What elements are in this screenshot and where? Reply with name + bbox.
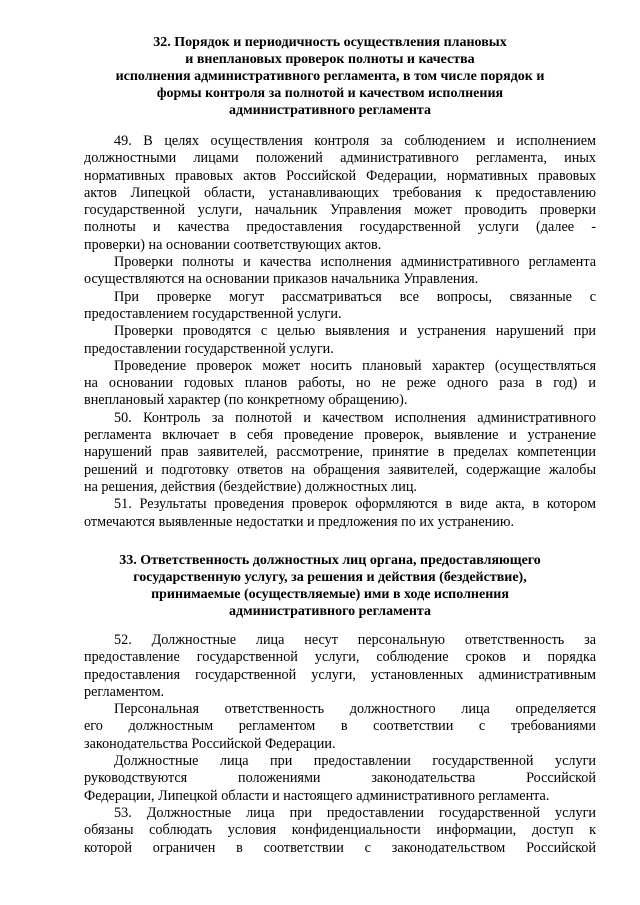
text-line: регламента включает в себя проведение проверок, выявление и устранение <box>84 427 596 444</box>
paragraph-inspection-types <box>84 358 596 410</box>
text-line: обязаны соблюдать условия конфиденциальности информации, доступ к <box>84 822 596 839</box>
paragraph-51 <box>84 496 596 531</box>
text-line: осуществляются на основании приказов начальника Управления. <box>84 271 479 288</box>
text-line: которой ограничен в соответствии с законодательством Российской <box>84 839 596 856</box>
paragraph-guidance <box>84 753 596 805</box>
heading-line: 32. Порядок и периодичность осуществления плановых <box>153 35 507 50</box>
text-line: на решения, действия (бездействие) должностных лиц. <box>84 478 417 495</box>
text-line: Проверки полноты и качества исполнения административного регламента <box>114 254 596 271</box>
text-line: на основании годовых планов работы, но не реже одного раза в год) и <box>84 375 596 392</box>
text-line: предоставлении государственной услуги. <box>84 340 334 357</box>
text-line: проверки) на основании соответствующих актов. <box>84 236 382 253</box>
text-line: государственной услуги, начальник Управления может проводить проверки <box>84 202 596 219</box>
text-line: Федерации, Липецкой области и настоящего административного регламента. <box>84 787 550 804</box>
heading-line: принимаемые (осуществляемые) ими в ходе исполнения <box>151 587 509 602</box>
text-line: Должностные лица при предоставлении государственной услуги <box>114 753 596 770</box>
text-line: полноты и качества предоставления государственной услуги (далее - <box>84 219 596 236</box>
heading-line: административного регламента <box>229 103 431 118</box>
text-line: При проверке могут рассматриваться все вопросы, связанные с <box>114 288 596 305</box>
text-line: нарушений прав заявителей, рассмотрение, принятие в пределах компетенции <box>84 444 596 461</box>
heading-line: исполнения административного регламента, в том числе порядок и <box>115 69 545 84</box>
text-line: 52. Должностные лица несут персональную ответственность за <box>114 632 596 648</box>
paragraph-49 <box>84 133 596 254</box>
text-line: его должностным регламентом в соответствии с требованиями <box>84 718 596 735</box>
paragraph-52 <box>84 632 596 701</box>
heading-line: административного регламента <box>229 604 431 619</box>
paragraph-inspection-purpose <box>84 323 596 358</box>
text-line: 49. В целях осуществления контроля за соблюдением и исполнением <box>114 133 596 149</box>
text-line: руководствуются положениями законодательства Российской <box>84 770 596 787</box>
text-line: Проверки проводятся с целью выявления и устранения нарушений при <box>114 323 596 340</box>
text-line: нормативных правовых актов Российской Федерации, нормативных правовых <box>84 167 596 184</box>
text-line: законодательства Российской Федерации. <box>84 735 336 752</box>
paragraph-personal-responsibility <box>84 701 596 753</box>
text-line: 50. Контроль за полнотой и качеством исполнения административного <box>114 409 596 426</box>
heading-line: формы контроля за полнотой и качеством исполнения <box>156 86 504 101</box>
text-line: регламентом. <box>84 683 165 700</box>
text-line: предоставление государственной услуги, соблюдение сроков и порядка <box>84 649 596 666</box>
text-line: актов Липецкой области, устанавливающих требования к предоставлению <box>84 184 596 201</box>
text-line: решений и подготовку ответов на обращения заявителей, содержащие жалобы <box>84 461 596 478</box>
text-line: внеплановый характер (по конкретному обращению). <box>84 392 408 409</box>
section-32-body <box>84 133 596 531</box>
paragraph-inspections-basis <box>84 254 596 289</box>
section-33-body <box>84 632 596 857</box>
text-line: Проведение проверок может носить плановый характер (осуществляться <box>114 357 596 374</box>
heading-line: государственную услугу, за решения и действия (бездействие), <box>133 570 527 585</box>
text-line: предоставления государственной услуги, установленных административным <box>84 666 596 683</box>
text-line: отмечаются выявленные недостатки и предложения по их устранению. <box>84 513 515 530</box>
heading-line: 33. Ответственность должностных лиц органа, предоставляющего <box>119 553 541 568</box>
paragraph-53 <box>84 805 596 857</box>
section-33-heading <box>60 552 600 620</box>
heading-line: и внеплановых проверок полноты и качества <box>185 52 475 67</box>
paragraph-inspection-scope <box>84 289 596 324</box>
section-32-heading <box>60 34 600 119</box>
text-line: Персональная ответственность должностного лица определяется <box>114 701 596 718</box>
text-line: предоставлением государственной услуги. <box>84 305 342 322</box>
text-line: 53. Должностные лица при предоставлении государственной услуги <box>114 804 596 821</box>
text-line: должностными лицами положений административного регламента, иных <box>84 150 596 167</box>
text-line: 51. Результаты проведения проверок оформляются в виде акта, в котором <box>114 496 596 513</box>
paragraph-50 <box>84 410 596 496</box>
